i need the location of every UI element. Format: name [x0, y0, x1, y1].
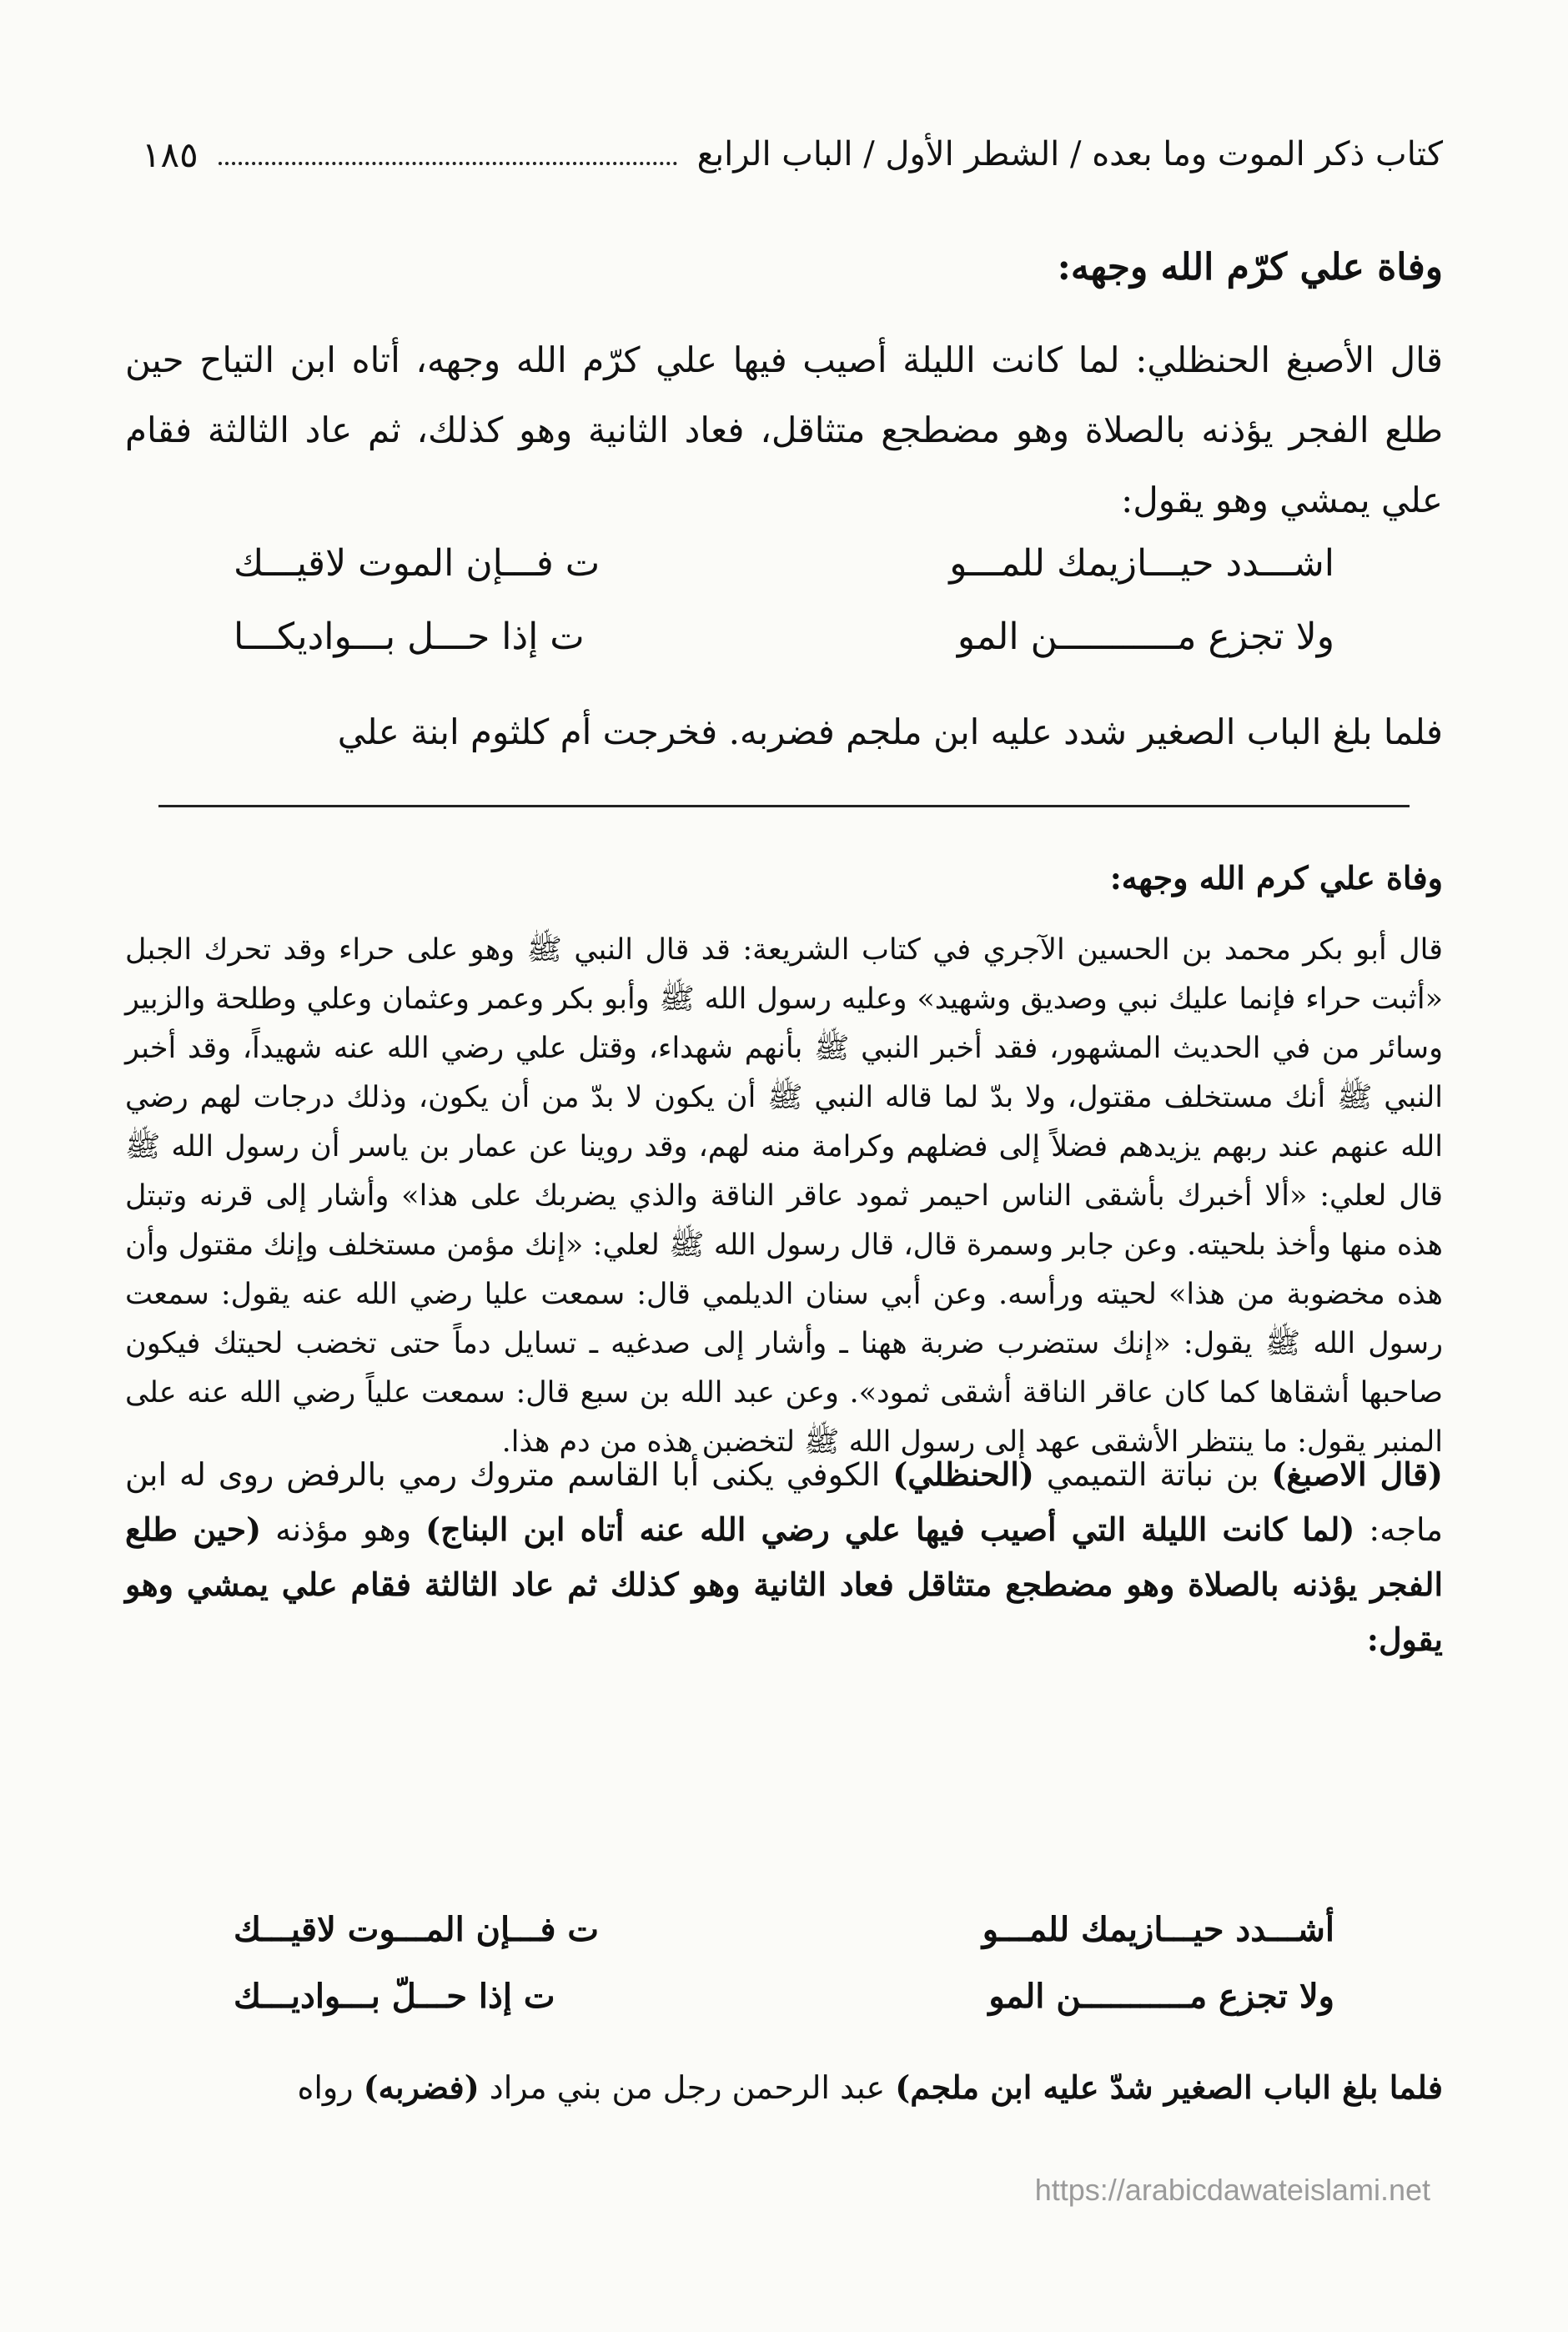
commentary-verse-line-2	[234, 1977, 1334, 2016]
bold-phrase: (الحنظلي)	[892, 1455, 1034, 1493]
running-title: كتاب ذكر الموت وما بعده / الشطر الأول / الباب الرابع	[696, 135, 1443, 173]
commentary-paragraph-2	[125, 1447, 1443, 1667]
bold-phrase: (قال الاصبغ)	[1271, 1455, 1443, 1493]
watermark-url: https://arabicdawateislami.net	[1034, 2173, 1430, 2207]
main-verse-line-1	[234, 542, 1334, 585]
verse-hemistich-left: ت إذا حـــلّ بـــواديـــك	[234, 1977, 555, 2016]
main-paragraph-1: قال الأصبغ الحنظلي: لما كانت الليلة أصيب فيها علي كرّم الله وجهه، أتاه ابن التياح حين طلع الفجر يؤذنه بالصلاة وهو مضطجع متثاقل، فعاد الثانية وهو كذلك، ثم عاد الثالثة فقام علي يمشي وهو يقول:	[125, 339, 1443, 520]
bold-phrase: فلما بلغ الباب الصغير شدّ عليه ابن ملجم)	[895, 2068, 1443, 2106]
page-number: ١٨٥	[142, 133, 199, 175]
main-heading: وفاة علي كرّم الله وجهه:	[1057, 246, 1443, 289]
verse-hemistich-left: ت فـــإن المـــوت لاقيـــك	[234, 1910, 600, 1949]
running-header	[142, 125, 1443, 183]
dot-leader	[219, 143, 677, 165]
section-divider	[158, 805, 1410, 807]
commentary-text: بن نباتة التميمي	[1033, 1456, 1272, 1493]
commentary-paragraph-1: قال أبو بكر محمد بن الحسين الآجري في كتاب الشريعة: قد قال النبي ﷺ وهو على حراء وقد تحرك الجبل «أثبت حراء فإنما عليك نبي وصديق وشهيد» وعليه رسول الله ﷺ وأبو بكر وعمر وعثمان وعلي وطلحة والزبير وسائر من في الحديث المشهور، فقد أخبر النبي ﷺ بأنهم شهداء، وقتل علي رضي الله عنه شهيداً، وقد أخبر النبي ﷺ أنك مستخلف مقتول، ولا بدّ لما قاله النبي ﷺ أن يكون لا بدّ من أن يكون، وذلك درجات لهم رضي الله عنهم عند ربهم يزيدهم فضلاً إلى فضلهم وكرامة منه لهم، وقد روينا عن عمار بن ياسر أن رسول الله ﷺ قال لعلي: «ألا أخبرك بأشقى الناس احيمر ثمود عاقر الناقة والذي يضربك على هذا» وأشار إلى قرنه وتبتل هذه منها وأخذ بلحيته. وعن جابر وسمرة قال، قال رسول الله ﷺ لعلي: «إنك مؤمن مستخلف وإنك مقتول وأن هذه مخضوبة من هذا» لحيته ورأسه. وعن أبي سنان الديلمي قال: سمعت عليا رضي الله عنه يقول: سمعت رسول الله ﷺ يقول: «إنك ستضرب ضربة ههنا ـ وأشار إلى صدغيه ـ تسايل دماً حتى تخضب لحيتك فيكون صاحبها أشقاها كما كان عاقر الناقة أشقى ثمود». وعن عبد الله بن سبع قال: سمعت علياً رضي الله عنه على المنبر يقول: ما ينتظر الأشقى عهد إلى رسول الله ﷺ لتخضبن هذه من دم هذا.	[125, 933, 1443, 1459]
bold-phrase: (فضربه)	[363, 2068, 480, 2106]
verse-hemistich-left: ت إذا حـــل بـــواديكـــا	[234, 616, 585, 658]
commentary-text: عبد الرحمن رجل من بني مراد	[479, 2069, 896, 2106]
commentary-text: الكوفي يكنى أبا القاسم متروك رمي بالرفض روى له ابن ماجه:	[125, 1456, 1443, 1548]
commentary-heading: وفاة علي كرم الله وجهه:	[1109, 859, 1443, 897]
bold-phrase: (حين طلع الفجر يؤذنه بالصلاة وهو مضطجع متثاقل فعاد الثانية وهو كذلك ثم عاد الثالثة فقام علي يمشي وهو يقول:	[125, 1510, 1443, 1658]
commentary-text: وهو مؤذنه	[261, 1511, 426, 1548]
main-verse-line-2	[234, 616, 1334, 658]
verse-hemistich-right: ولا تجزع مـــــــــــن المو	[988, 1977, 1334, 2016]
commentary-verse-line-1	[234, 1910, 1334, 1949]
commentary-paragraph-3	[125, 2060, 1443, 2115]
commentary-text: رواه	[297, 2069, 364, 2106]
verse-hemistich-right: ولا تجزع مـــــــــــن المو	[957, 616, 1334, 658]
verse-hemistich-left: ت فـــإن الموت لاقيـــك	[234, 542, 601, 585]
verse-hemistich-right: اشـــدد حيـــازيمك للمـــو	[949, 542, 1334, 585]
main-paragraph-2: فلما بلغ الباب الصغير شدد عليه ابن ملجم فضربه. فخرجت أم كلثوم ابنة علي	[337, 711, 1443, 752]
bold-phrase: (لما كانت الليلة التي أصيب فيها علي رضي الله عنه أتاه ابن البناج)	[425, 1510, 1355, 1548]
verse-hemistich-right: أشـــدد حيـــازيمك للمـــو	[982, 1910, 1334, 1949]
